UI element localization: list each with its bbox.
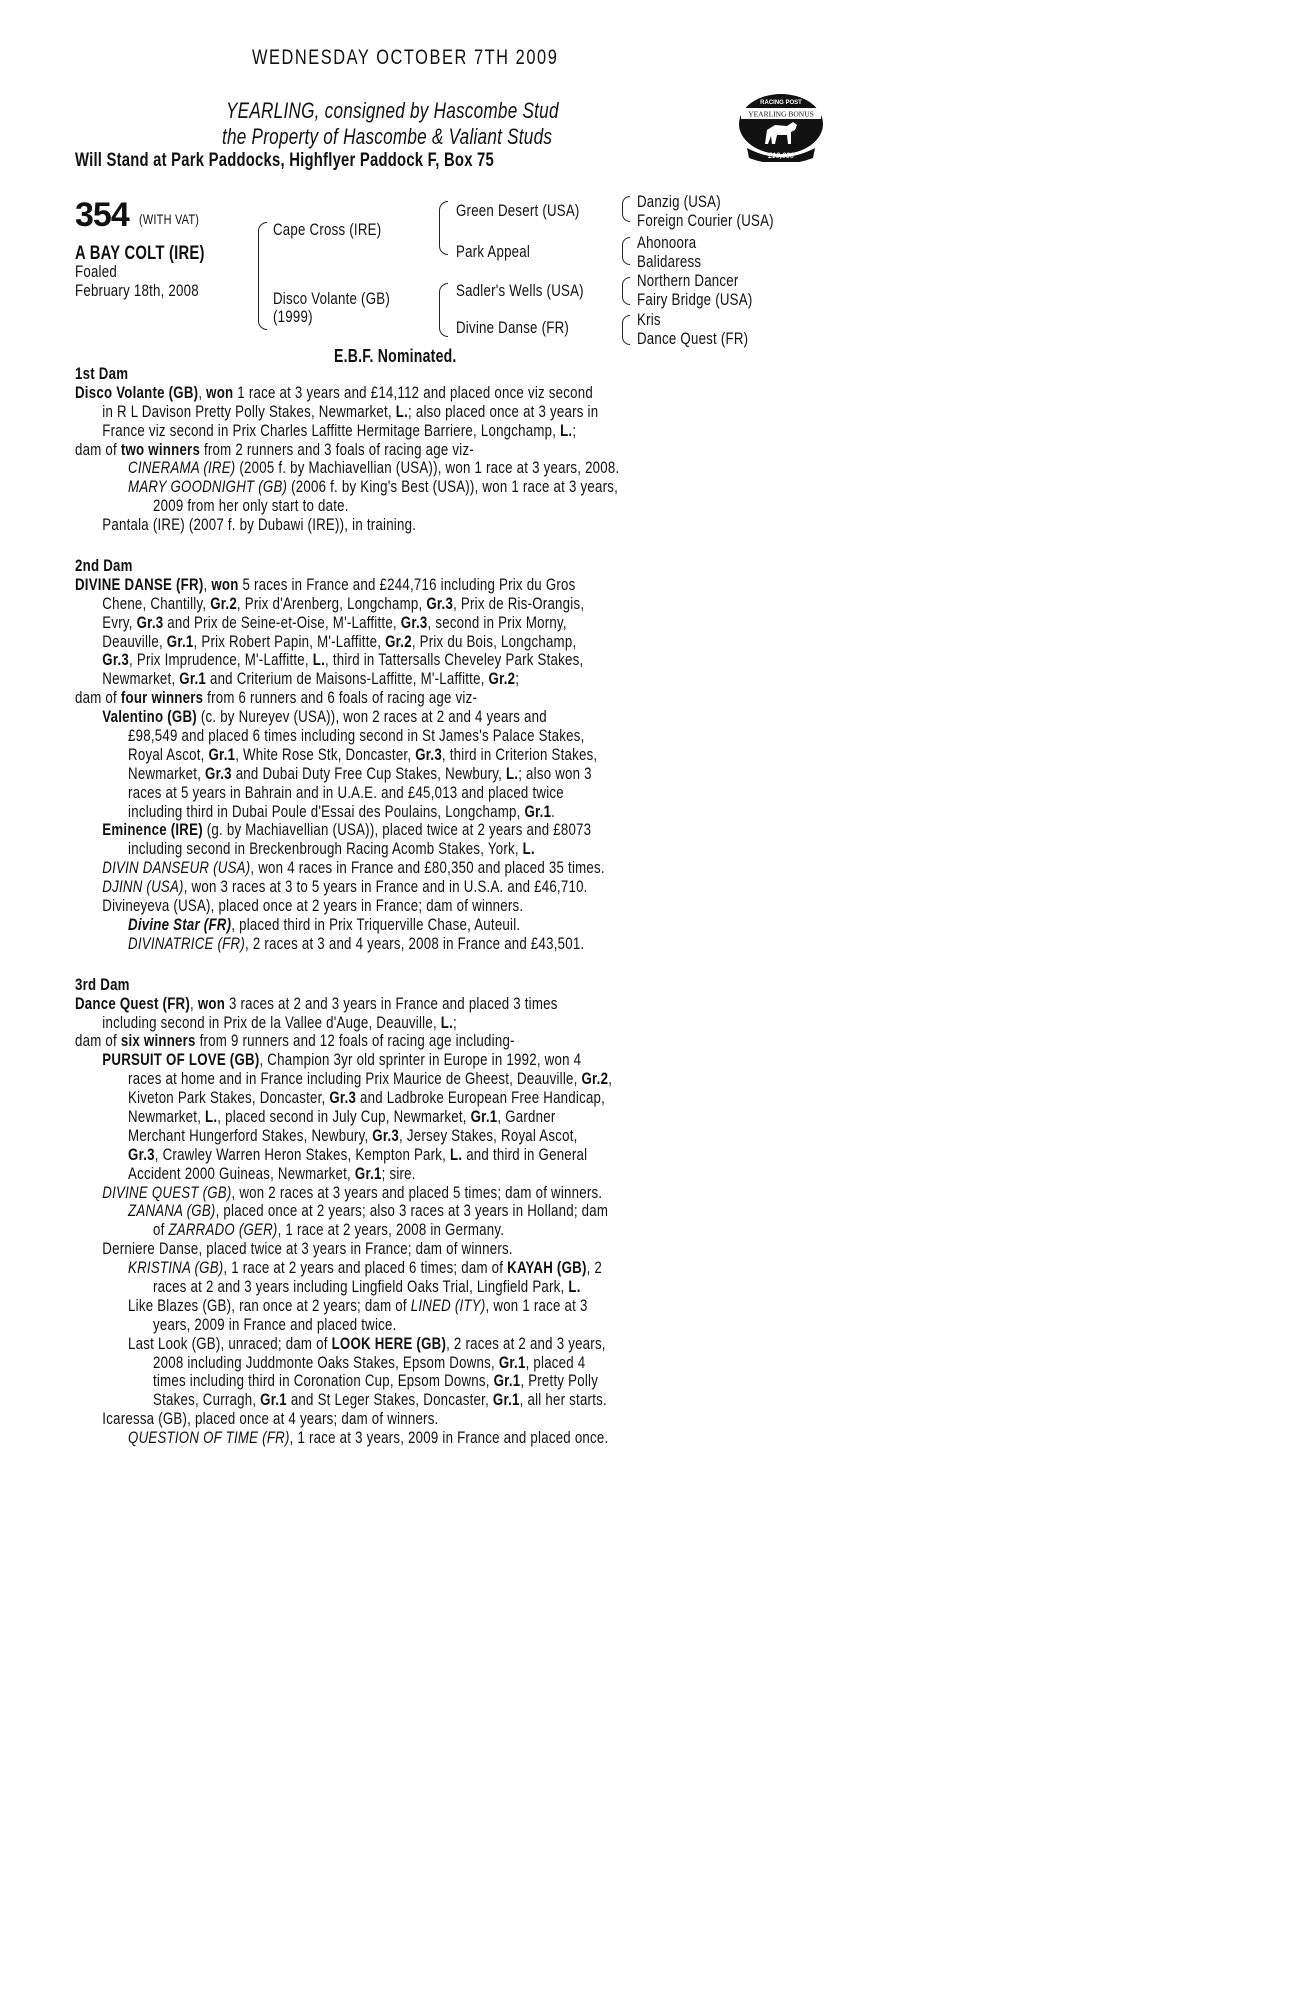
pedigree-g1: Danzig (USA) (637, 192, 721, 211)
progeny-entry: PURSUIT OF LOVE (GB), Champion 3yr old sprinter in Europe in 1992, won 4 (102, 1050, 582, 1070)
progeny-entry-cont: Accident 2000 Guineas, Newmarket, Gr.1; sire. (128, 1163, 416, 1183)
foaled-label: Foaled (75, 262, 117, 281)
catalogue-body (75, 365, 1115, 1448)
badge-amount-text: £10,000 (768, 151, 794, 160)
progeny-entry-cont: Gr.3, Crawley Warren Heron Stakes, Kempton Park, L. and third in General (128, 1144, 588, 1164)
progeny-entry: Eminence (IRE) (g. by Machiavellian (USA)), placed twice at 2 years and £8073 (102, 820, 592, 840)
grand-progeny-entry-cont: 2008 including Juddmonte Oaks Stakes, Epsom Downs, Gr.1, placed 4 (153, 1352, 586, 1372)
dam-entry: Disco Volante (GB), won 1 race at 3 years and £14,112 and placed once viz second (75, 382, 593, 402)
yearling-bonus-logo (735, 92, 827, 162)
foaled-date: February 18th, 2008 (75, 281, 199, 300)
pedigree-g5: Northern Dancer (637, 271, 739, 290)
pedigree-dam: Disco Volante (GB) (273, 289, 390, 308)
grand-progeny-entry: Last Look (GB), unraced; dam of LOOK HERE (GB), 2 races at 2 and 3 years, (128, 1333, 606, 1353)
progeny-entry: Pantala (IRE) (2007 f. by Dubawi (IRE)), in training. (102, 515, 417, 535)
pedigree-dam-dam: Divine Danse (FR) (456, 318, 570, 337)
progeny-entry: MARY GOODNIGHT (GB) (2006 f. by King's Best (USA)), won 1 race at 3 years, (128, 477, 619, 497)
sale-date: WEDNESDAY OCTOBER 7TH 2009 (252, 46, 559, 69)
dam-entry: DIVINE DANSE (FR), won 5 races in France and £244,716 including Prix du Gros (75, 574, 576, 594)
dam-summary: dam of six winners from 9 runners and 12 foals of racing age including- (75, 1031, 515, 1051)
grand-progeny-entry: ZANANA (GB), placed once at 2 years; also 3 races at 3 years in Holland; dam (128, 1201, 609, 1221)
dam-entry-cont: Evry, Gr.3 and Prix de Seine-et-Oise, M'-Laffitte, Gr.3, second in Prix Morny, (102, 612, 567, 632)
pedigree-dam-year: (1999) (273, 307, 313, 326)
pedigree-g3: Ahonoora (637, 233, 697, 252)
stand-location: Will Stand at Park Paddocks, Highflyer Paddock F, Box 75 (75, 150, 494, 171)
pedigree-sire: Cape Cross (IRE) (273, 220, 382, 239)
section-heading: 2nd Dam (75, 556, 133, 576)
dam-entry-cont: Deauville, Gr.1, Prix Robert Papin, M'-Laffitte, Gr.2, Prix du Bois, Longchamp, (102, 631, 577, 651)
pedigree-g2: Foreign Courier (USA) (637, 211, 774, 230)
ebf-nomination: E.B.F. Nominated. (334, 346, 457, 366)
property-line: the Property of Hascombe & Valiant Studs (222, 124, 553, 149)
progeny-entry: DIVIN DANSEUR (USA), won 4 races in France and £80,350 and placed 35 times. (102, 858, 605, 878)
progeny-entry-cont: Kiveton Park Stakes, Doncaster, Gr.3 and Ladbroke European Free Handicap, (128, 1088, 606, 1108)
pedigree-g6: Fairy Bridge (USA) (637, 290, 753, 309)
progeny-entry-cont: Newmarket, Gr.3 and Dubai Duty Free Cup Stakes, Newbury, L.; also won 3 (128, 763, 592, 783)
vat-note: (WITH VAT) (139, 211, 200, 227)
dam-entry-cont: France viz second in Prix Charles Laffitte Hermitage Barriere, Longchamp, L.; (102, 420, 577, 440)
progeny-entry-cont: races at home and in France including Prix Maurice de Gheest, Deauville, Gr.2, (128, 1069, 613, 1089)
progeny-entry-cont: including second in Breckenbrough Racing Acomb Stakes, York, L. (128, 839, 535, 859)
grand-progeny-entry-cont: times including third in Coronation Cup, Epsom Downs, Gr.1, Pretty Polly (153, 1371, 599, 1391)
consignment-line: YEARLING, consigned by Hascombe Stud (226, 98, 559, 123)
progeny-entry: Divineyeva (USA), placed once at 2 years in France; dam of winners. (102, 896, 524, 916)
grand-progeny-entry: QUESTION OF TIME (FR), 1 race at 3 years, 2009 in France and placed once. (128, 1428, 609, 1448)
pedigree-brace-g2 (622, 237, 630, 265)
grand-progeny-entry-cont: races at 2 and 3 years including Lingfield Oaks Trial, Lingfield Park, L. (153, 1276, 581, 1296)
dam-entry-cont: Chene, Chantilly, Gr.2, Prix d'Arenberg, Longchamp, Gr.3, Prix de Ris-Orangis, (102, 593, 585, 613)
pedigree-sire-dam: Park Appeal (456, 242, 531, 261)
progeny-entry-cont: Royal Ascot, Gr.1, White Rose Stk, Doncaster, Gr.3, third in Criterion Stakes, (128, 744, 598, 764)
dam-entry-cont: including second in Prix de la Vallee d'Auge, Deauville, L.; (102, 1012, 457, 1032)
progeny-entry: DJINN (USA), won 3 races at 3 to 5 years in France and in U.S.A. and £46,710. (102, 877, 588, 897)
pedigree-brace-g1 (622, 196, 630, 222)
grand-progeny-entry: KRISTINA (GB), 1 race at 2 years and placed 6 times; dam of KAYAH (GB), 2 (128, 1258, 603, 1278)
pedigree-sire-sire: Green Desert (USA) (456, 201, 580, 220)
lot-number: 354 (75, 196, 129, 234)
progeny-entry-cont: Newmarket, L., placed second in July Cup, Newmarket, Gr.1, Gardner (128, 1106, 556, 1126)
dam-entry-cont: in R L Davison Pretty Polly Stakes, Newmarket, L.; also placed once at 3 years in (102, 401, 599, 421)
dam-entry: Dance Quest (FR), won 3 races at 2 and 3 years in France and placed 3 times (75, 993, 558, 1013)
grand-progeny-entry-cont: years, 2009 in France and placed twice. (153, 1314, 397, 1334)
progeny-entry: Icaressa (GB), placed once at 4 years; dam of winners. (102, 1409, 439, 1429)
pedigree-brace-main (258, 222, 267, 330)
progeny-entry: Valentino (GB) (c. by Nureyev (USA)), won 2 races at 2 and 4 years and (102, 707, 547, 727)
progeny-entry-cont: including third in Dubai Poule d'Essai des Poulains, Longchamp, Gr.1. (128, 801, 556, 821)
pedigree-brace-sire (439, 201, 448, 255)
pedigree-g4: Balidaress (637, 252, 702, 271)
grand-progeny-entry-cont: of ZARRADO (GER), 1 race at 2 years, 2008 in Germany. (153, 1220, 505, 1240)
progeny-entry-cont: 2009 from her only start to date. (153, 496, 349, 516)
progeny-entry-cont: races at 5 years in Bahrain and in U.A.E. and £45,013 and placed twice (128, 782, 564, 802)
dam-summary: dam of two winners from 2 runners and 3 foals of racing age viz- (75, 439, 474, 459)
grand-progeny-entry-cont: Stakes, Curragh, Gr.1 and St Leger Stakes, Doncaster, Gr.1, all her starts. (153, 1390, 607, 1410)
lot-name: A BAY COLT (IRE) (75, 243, 205, 264)
pedigree-brace-dam (439, 283, 448, 337)
dam-summary: dam of four winners from 6 runners and 6 foals of racing age viz- (75, 688, 478, 708)
section-heading: 3rd Dam (75, 974, 130, 994)
section-heading: 1st Dam (75, 364, 129, 383)
pedigree-dam-sire: Sadler's Wells (USA) (456, 281, 584, 300)
badge-mid-text: YEARLING BONUS (748, 109, 814, 119)
grand-progeny-entry: Divine Star (FR), placed third in Prix Triquerville Chase, Auteuil. (128, 914, 521, 934)
dam-entry-cont: Gr.3, Prix Imprudence, M'-Laffitte, L., third in Tattersalls Cheveley Park Stakes, (102, 650, 584, 670)
pedigree-g7: Kris (637, 310, 661, 329)
badge-top-text: RACING POST (760, 100, 802, 106)
grand-progeny-entry: Like Blazes (GB), ran once at 2 years; dam of LINED (ITY), won 1 race at 3 (128, 1295, 588, 1315)
progeny-entry: Derniere Danse, placed twice at 3 years in France; dam of winners. (102, 1239, 513, 1259)
progeny-entry: CINERAMA (IRE) (2005 f. by Machiavellian (USA)), won 1 race at 3 years, 2008. (128, 458, 620, 478)
progeny-entry-cont: Merchant Hungerford Stakes, Newbury, Gr.3, Jersey Stakes, Royal Ascot, (128, 1125, 578, 1145)
pedigree-g8: Dance Quest (FR) (637, 329, 749, 348)
pedigree-brace-g4 (622, 315, 630, 345)
dam-entry-cont: Newmarket, Gr.1 and Criterium de Maisons-Laffitte, M'-Laffitte, Gr.2; (102, 669, 520, 689)
pedigree-brace-g3 (622, 277, 630, 305)
grand-progeny-entry: DIVINATRICE (FR), 2 races at 3 and 4 years, 2008 in France and £43,501. (128, 933, 585, 953)
progeny-entry-cont: £98,549 and placed 6 times including second in St James's Palace Stakes, (128, 726, 585, 746)
progeny-entry: DIVINE QUEST (GB), won 2 races at 3 years and placed 5 times; dam of winners. (102, 1182, 603, 1202)
